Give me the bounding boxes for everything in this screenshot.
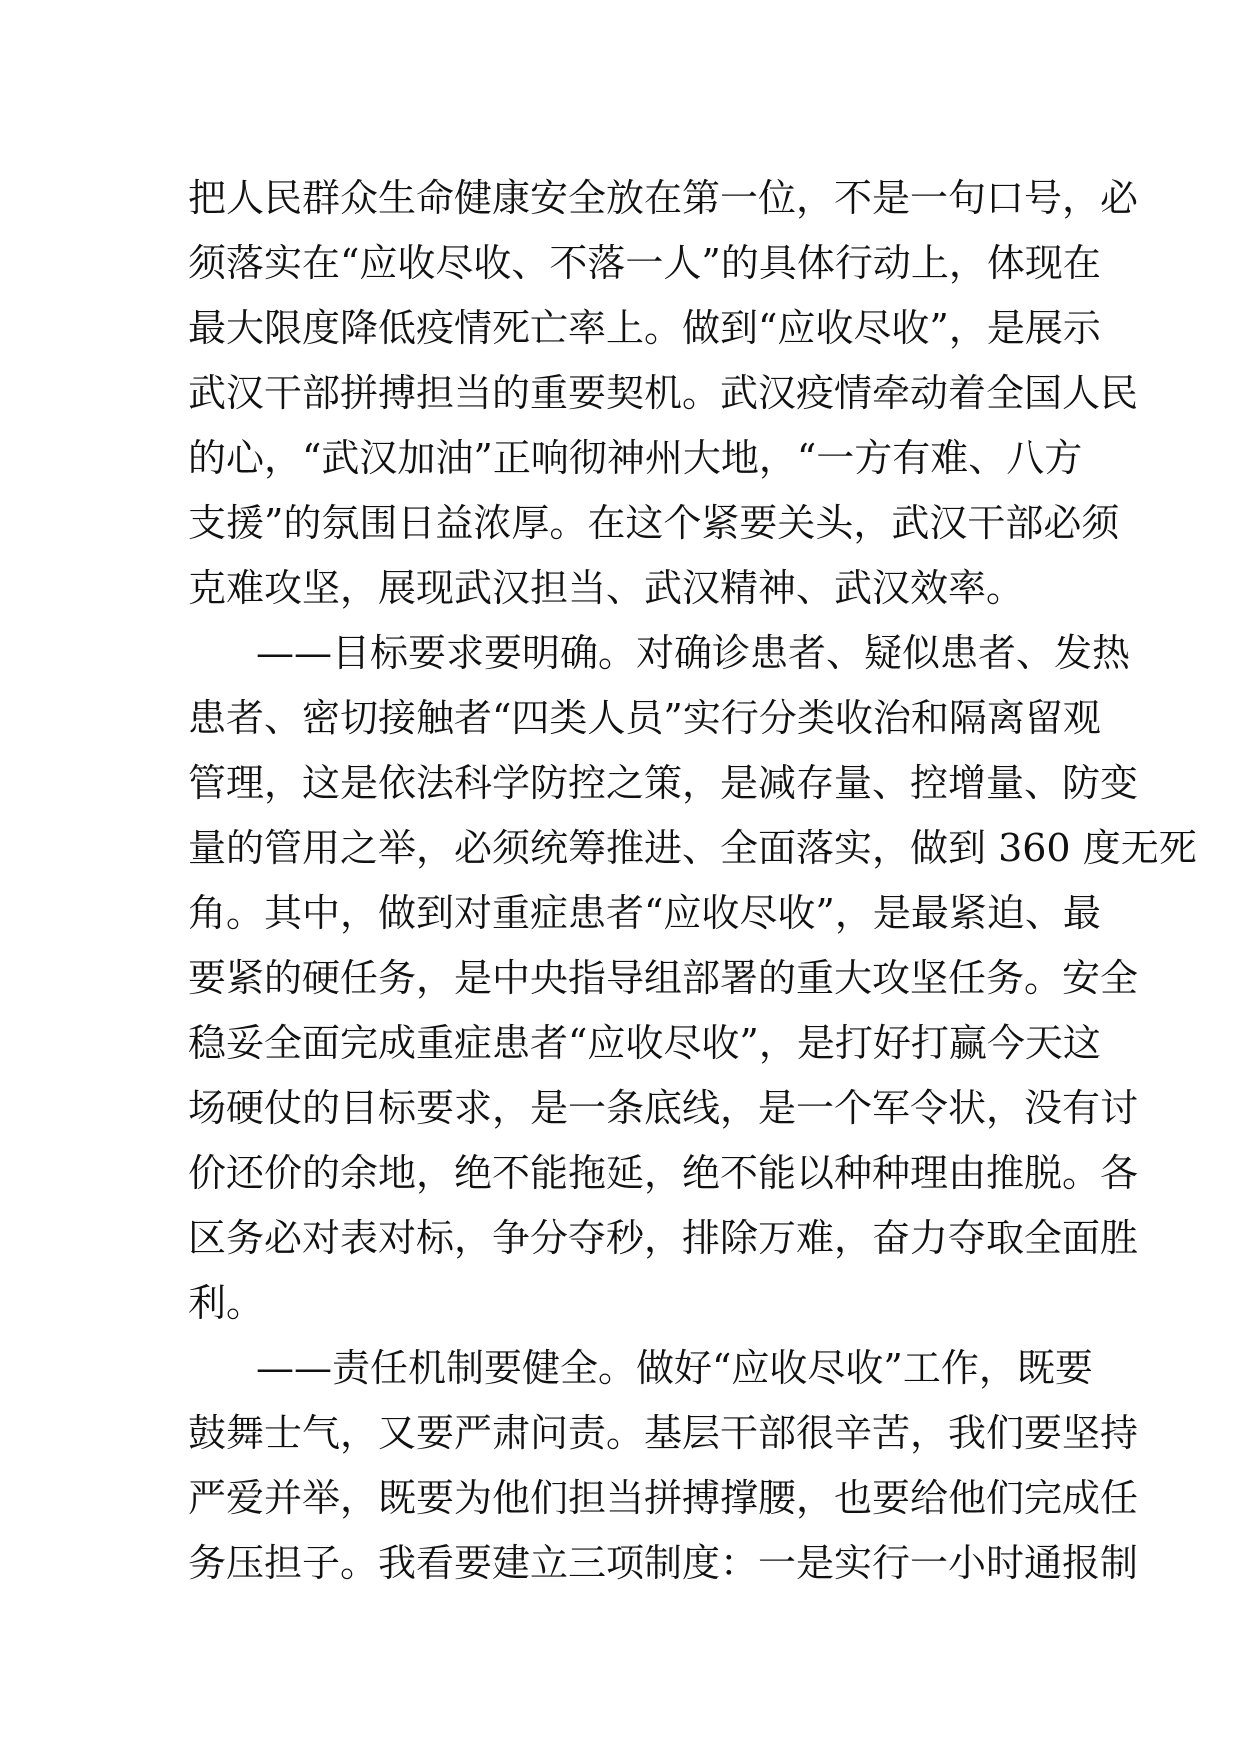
text-line: 把人民群众生命健康安全放在第一位，不是一句口号，必 — [188, 176, 1139, 220]
text-line: 支援”的氛围日益浓厚。在这个紧要关头，武汉干部必须 — [188, 501, 1120, 545]
text-line: 武汉干部拼搏担当的重要契机。武汉疫情牵动着全国人民 — [188, 371, 1139, 415]
paragraph-start-line: ——目标要求要明确。对确诊患者、疑似患者、发热 — [256, 631, 1131, 675]
text-line: 的心，“武汉加油”正响彻神州大地，“一方有难、八方 — [188, 436, 1083, 480]
text-line: 量的管用之举，必须统筹推进、全面落实，做到 360 度无死 — [188, 826, 1197, 870]
text-line: 克难攻坚，展现武汉担当、武汉精神、武汉效率。 — [188, 566, 1025, 610]
text-line: 鼓舞士气，又要严肃问责。基层干部很辛苦，我们要坚持 — [188, 1411, 1139, 1455]
text-line: 患者、密切接触者“四类人员”实行分类收治和隔离留观 — [188, 696, 1101, 740]
text-line: 管理，这是依法科学防控之策，是减存量、控增量、防变 — [188, 761, 1139, 805]
text-line: 区务必对表对标，争分夺秒，排除万难，奋力夺取全面胜 — [188, 1216, 1139, 1260]
text-line: 最大限度降低疫情死亡率上。做到“应收尽收”，是展示 — [188, 306, 1101, 350]
body-text — [188, 166, 1197, 1596]
text-line: 角。其中，做到对重症患者“应收尽收”，是最紧迫、最 — [188, 891, 1101, 935]
text-line: 要紧的硬任务，是中央指导组部署的重大攻坚任务。安全 — [188, 956, 1139, 1000]
text-line: 场硬仗的目标要求，是一条底线，是一个军令状，没有讨 — [188, 1086, 1139, 1130]
paragraph-start-line: ——责任机制要健全。做好“应收尽收”工作，既要 — [256, 1346, 1093, 1390]
text-line: 利。 — [188, 1281, 265, 1325]
text-line: 须落实在“应收尽收、不落一人”的具体行动上，体现在 — [188, 241, 1101, 285]
text-line: 价还价的余地，绝不能拖延，绝不能以种种理由推脱。各 — [188, 1151, 1139, 1195]
text-line: 严爱并举，既要为他们担当拼搏撑腰，也要给他们完成任 — [188, 1476, 1139, 1520]
text-line: 务压担子。我看要建立三项制度：一是实行一小时通报制 — [188, 1541, 1139, 1585]
text-line: 稳妥全面完成重症患者“应收尽收”，是打好打赢今天这 — [188, 1021, 1101, 1065]
